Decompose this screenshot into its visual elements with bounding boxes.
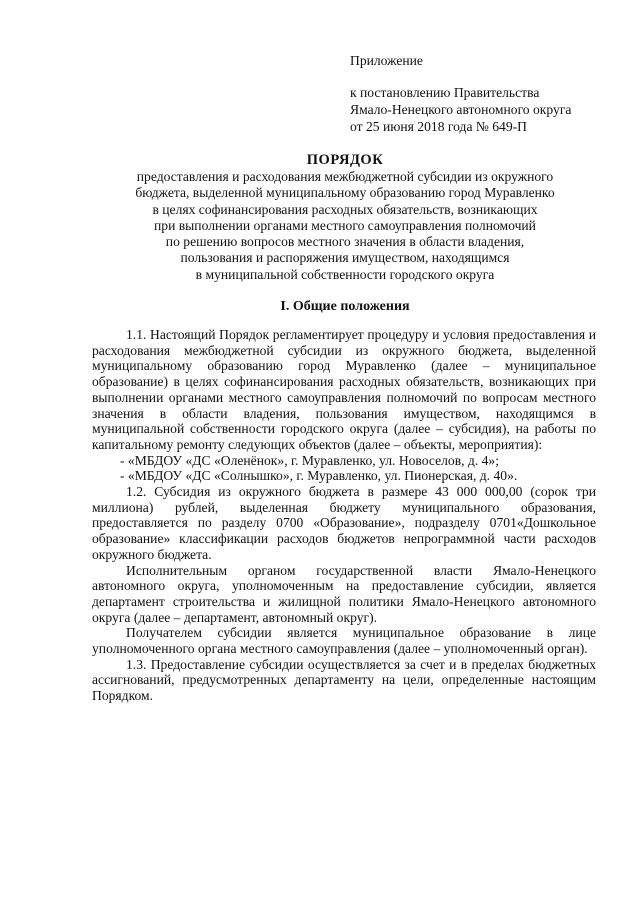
document-title: ПОРЯДОК: [306, 152, 384, 168]
paragraph-executive-body: Исполнительным органом государственной власти Ямало-Ненецкого автономного округа, уполномоченным на предоставление субсидии, является департамент строительства и жилищной политики Ямало-Ненецкого автономного округа (далее – департамент, автономный округ).: [92, 562, 596, 625]
subtitle-line: по решению вопросов местного значения в области владения,: [165, 234, 525, 250]
appendix-date: от 25 июня 2018 года № 649-П: [350, 119, 527, 134]
section-heading: I. Общие положения: [280, 299, 410, 314]
subtitle-line: пользования и распоряжения имуществом, находящимся: [180, 250, 510, 266]
subtitle-line: предоставления и расходования межбюджетной субсидии из окружного: [136, 169, 554, 184]
paragraph-1-1: 1.1. Настоящий Порядок регламентирует процедуру и условия предоставления и расходования межбюджетной субсидии из окружного бюджета, выделенной муниципальному образованию город Муравленко (далее – муниципальное образование) в целях софинансирования расходных обязательств, возникающих при выполнении органами местного самоуправления полномочий по вопросам местного значения в области владения, пользования имуществом, находящимся в муниципальной собственности городского округа (далее – субсидия), на работы по капитальному ремонту следующих объектов (далее – объекты, мероприятия):: [92, 327, 596, 452]
subtitle-line: в целях софинансирования расходных обязательств, возникающих: [152, 201, 538, 217]
appendix-government: Ямало-Ненецкого автономного округа: [350, 102, 572, 117]
document-body: [92, 327, 596, 704]
subtitle-line: бюджета, выделенной муниципальному образованию город Муравленко: [135, 185, 555, 201]
paragraph-recipient: Получателем субсидии является муниципальное образование в лице уполномоченного органа местного самоуправления (далее – уполномоченный орган).: [92, 625, 596, 657]
list-item-object-2: - «МБДОУ «ДС «Солнышко», г. Муравленко, ул. Пионерская, д. 40».: [120, 468, 518, 484]
paragraph-1-2: 1.2. Субсидия из окружного бюджета в размере 43 000 000,00 (сорок три миллиона) рублей, выделенная бюджету муниципального образования, предоставляется по разделу 0700 «Образование», подразделу 0701«Дошкольное образование» классификации расходов бюджетов непрограммной части расходов окружного бюджета.: [92, 484, 596, 562]
paragraph-1-3: 1.3. Предоставление субсидии осуществляется за счет и в пределах бюджетных ассигнований, предусмотренных департаменту на цели, определенные настоящим Порядком.: [92, 656, 596, 704]
subtitle-line: при выполнении органами местного самоуправления полномочий: [154, 217, 536, 233]
document-subtitle: [90, 169, 600, 283]
appendix-block: [350, 52, 620, 135]
appendix-decree-ref: к постановлению Правительства: [350, 85, 540, 100]
appendix-label: Приложение: [350, 53, 423, 68]
list-item-object-1: - «МБДОУ «ДС «Оленёнок», г. Муравленко, ул. Новоселов, д. 4»;: [120, 452, 500, 468]
subtitle-line: в муниципальной собственности городского округа: [195, 266, 495, 282]
